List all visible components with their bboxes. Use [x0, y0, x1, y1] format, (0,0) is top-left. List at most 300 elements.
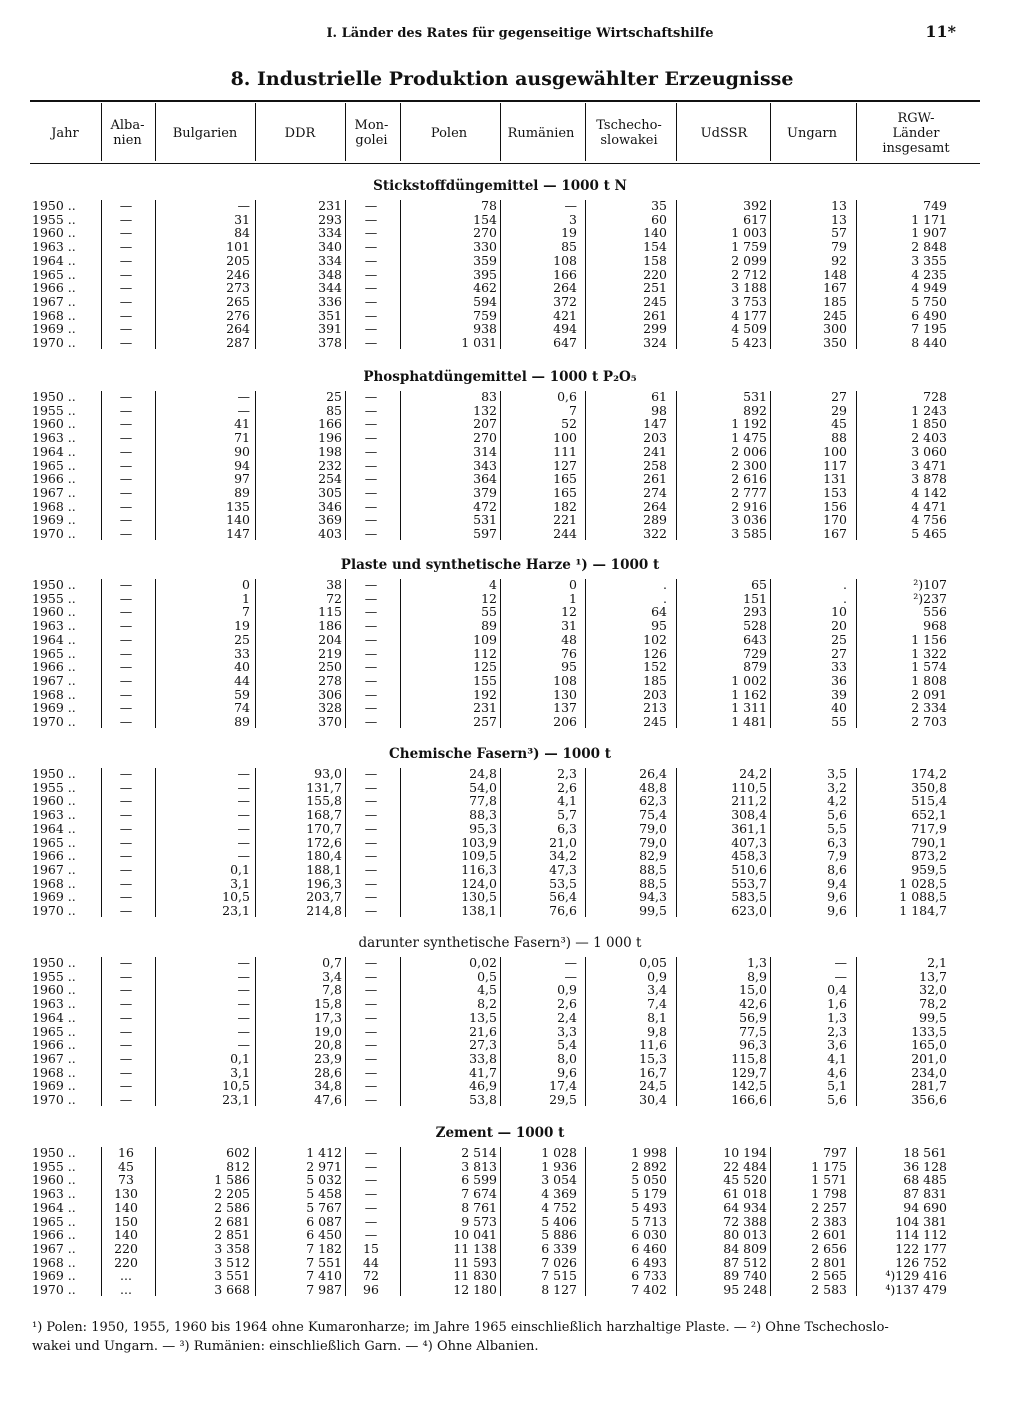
cell-ungarn: 2 257	[811, 1199, 847, 1215]
cell-bulgarien: —	[237, 996, 250, 1012]
cell-bulgarien: —	[237, 793, 250, 809]
cell-jahr: 1970 ..	[32, 1282, 76, 1297]
cell-rumaenien: 76	[561, 645, 577, 661]
cell-tschechoslowakei: 9,8	[647, 1023, 667, 1039]
cell-rumaenien: 7	[569, 402, 577, 418]
column-header-ungarn: Ungarn	[787, 125, 837, 141]
cell-rumaenien: 1	[569, 590, 577, 606]
column-header-bulgarien: Bulgarien	[172, 125, 238, 141]
cell-mongolei: —	[364, 252, 378, 268]
cell-ddr: 1 412	[306, 1145, 342, 1160]
cell-albanien: —	[119, 807, 133, 823]
header-column-divider	[101, 103, 102, 161]
table-row	[0, 1173, 1024, 1187]
cell-ddr: 7,8	[322, 982, 342, 998]
cell-mongolei: —	[364, 239, 378, 255]
cell-polen: 155	[473, 672, 497, 688]
cell-rumaenien: 53,5	[549, 875, 577, 891]
section-title: darunter synthetische Fasern³) — 1 000 t	[358, 935, 642, 951]
cell-bulgarien: 3 551	[214, 1268, 250, 1284]
cell-mongolei: —	[364, 968, 378, 984]
cell-albanien: —	[119, 252, 133, 268]
table-row	[0, 1079, 1024, 1093]
table-row	[0, 688, 1024, 702]
table-row	[0, 1025, 1024, 1039]
cell-mongolei: —	[364, 1064, 378, 1080]
cell-mongolei: —	[364, 1145, 378, 1160]
cell-ungarn: 88	[831, 430, 847, 446]
table-row	[0, 390, 1024, 404]
cell-rumaenien: 12	[561, 604, 577, 620]
cell-polen: 0,02	[469, 955, 497, 970]
cell-udssr: 5 423	[731, 335, 767, 350]
cell-tschechoslowakei: 261	[643, 471, 667, 487]
cell-polen: 27,3	[469, 1037, 497, 1053]
cell-albanien: —	[119, 766, 133, 781]
cell-udssr: 84 809	[723, 1240, 767, 1256]
column-divider	[585, 579, 586, 728]
cell-rgw: 959,5	[911, 861, 947, 877]
cell-ddr: 25	[326, 389, 342, 404]
cell-udssr: 293	[743, 604, 767, 620]
cell-mongolei: —	[364, 766, 378, 781]
cell-rgw: 94 690	[903, 1199, 947, 1215]
cell-ddr: 6 087	[306, 1213, 342, 1229]
cell-polen: 4,5	[477, 982, 497, 998]
table-row	[0, 578, 1024, 592]
cell-jahr: 1963 ..	[32, 807, 76, 823]
column-divider	[676, 957, 677, 1106]
cell-rgw: ²)237	[913, 590, 947, 606]
cell-udssr: 583,5	[731, 889, 767, 905]
cell-ungarn: 0,4	[827, 982, 847, 998]
cell-rgw: 1 156	[911, 631, 947, 647]
cell-rgw: 1 850	[911, 416, 947, 432]
cell-bulgarien: 602	[226, 1145, 250, 1160]
column-divider	[101, 768, 102, 917]
cell-ungarn: 7,9	[827, 848, 847, 864]
cell-mongolei: —	[364, 955, 378, 970]
cell-rumaenien: 85	[561, 239, 577, 255]
cell-mongolei: —	[364, 198, 378, 213]
cell-rgw: 749	[923, 198, 947, 213]
cell-udssr: 166,6	[731, 1092, 767, 1107]
cell-jahr: 1969 ..	[32, 512, 76, 528]
cell-jahr: 1955 ..	[32, 968, 76, 984]
cell-rumaenien: 165	[553, 484, 577, 500]
cell-bulgarien: 3 358	[214, 1240, 250, 1256]
cell-ddr: 7 410	[306, 1268, 342, 1284]
cell-udssr: 2 712	[731, 266, 767, 282]
cell-albanien: —	[119, 820, 133, 836]
table-row	[0, 431, 1024, 445]
cell-ungarn: 2 801	[811, 1254, 847, 1270]
cell-mongolei: —	[364, 1186, 378, 1202]
cell-tschechoslowakei: 264	[643, 498, 667, 514]
cell-ungarn: 29	[831, 402, 847, 418]
cell-polen: 109,5	[461, 848, 497, 864]
cell-ungarn: 2 601	[811, 1227, 847, 1243]
cell-udssr: 96,3	[739, 1037, 767, 1053]
column-divider	[676, 579, 677, 728]
cell-tschechoslowakei: 251	[643, 280, 667, 296]
cell-rgw: 1 243	[911, 402, 947, 418]
cell-rumaenien: 8,0	[557, 1050, 577, 1066]
cell-albanien: ...	[120, 1268, 132, 1284]
cell-rumaenien: 111	[553, 443, 577, 459]
cell-tschechoslowakei: 95	[651, 618, 667, 634]
cell-mongolei: —	[364, 793, 378, 809]
cell-mongolei: —	[364, 820, 378, 836]
cell-rgw: 3 878	[911, 471, 947, 487]
cell-udssr: 95 248	[723, 1282, 767, 1297]
cell-rgw: 652,1	[911, 807, 947, 823]
cell-rumaenien: 4,1	[557, 793, 577, 809]
cell-albanien: —	[119, 389, 133, 404]
cell-jahr: 1966 ..	[32, 280, 76, 296]
cell-rumaenien: 647	[553, 335, 577, 350]
cell-bulgarien: 2 851	[214, 1227, 250, 1243]
cell-udssr: 1 003	[731, 225, 767, 241]
column-divider	[400, 579, 401, 728]
cell-rumaenien: 5,7	[557, 807, 577, 823]
cell-jahr: 1960 ..	[32, 793, 76, 809]
column-divider	[500, 768, 501, 917]
cell-rgw: 350,8	[911, 779, 947, 795]
cell-ungarn: 55	[831, 714, 847, 729]
cell-jahr: 1966 ..	[32, 1227, 76, 1243]
cell-rgw: 515,4	[911, 793, 947, 809]
page-number: 11*	[925, 22, 956, 41]
cell-tschechoslowakei: 75,4	[639, 807, 667, 823]
column-divider	[345, 1147, 346, 1296]
cell-tschechoslowakei: 289	[643, 512, 667, 528]
cell-polen: 379	[473, 484, 497, 500]
cell-albanien: —	[119, 903, 133, 918]
header-column-divider	[585, 103, 586, 161]
cell-polen: 109	[473, 631, 497, 647]
cell-bulgarien: 19	[234, 618, 250, 634]
cell-mongolei: —	[364, 211, 378, 227]
cell-udssr: 1 475	[731, 430, 767, 446]
cell-polen: 270	[473, 225, 497, 241]
cell-mongolei: —	[364, 526, 378, 541]
cell-bulgarien: 71	[234, 430, 250, 446]
cell-polen: 130,5	[461, 889, 497, 905]
cell-ungarn: 10	[831, 604, 847, 620]
table-row	[0, 808, 1024, 822]
table-row	[0, 970, 1024, 984]
cell-tschechoslowakei: 2 892	[631, 1158, 667, 1174]
cell-rgw: 356,6	[911, 1092, 947, 1107]
cell-polen: 364	[473, 471, 497, 487]
cell-rumaenien: 8 127	[541, 1282, 577, 1297]
cell-mongolei: 96	[363, 1282, 379, 1297]
table-row	[0, 1066, 1024, 1080]
cell-rumaenien: 0,9	[557, 982, 577, 998]
cell-ddr: 336	[318, 293, 342, 309]
cell-ungarn: 167	[823, 280, 847, 296]
cell-rumaenien: 4 752	[541, 1199, 577, 1215]
cell-albanien: 73	[118, 1172, 134, 1188]
cell-mongolei: —	[364, 848, 378, 864]
column-divider	[585, 200, 586, 349]
cell-udssr: 65	[751, 577, 767, 592]
cell-udssr: 72 388	[723, 1213, 767, 1229]
cell-tschechoslowakei: 6 733	[631, 1268, 667, 1284]
cell-polen: 0,5	[477, 968, 497, 984]
cell-albanien: —	[119, 1009, 133, 1025]
cell-udssr: 392	[743, 198, 767, 213]
column-header-ddr: DDR	[284, 125, 316, 141]
table-row	[0, 268, 1024, 282]
cell-albanien: —	[119, 631, 133, 647]
cell-polen: 330	[473, 239, 497, 255]
column-divider	[500, 957, 501, 1106]
cell-mongolei: —	[364, 225, 378, 241]
cell-bulgarien: —	[237, 1037, 250, 1053]
cell-polen: 8,2	[477, 996, 497, 1012]
cell-udssr: 2 616	[731, 471, 767, 487]
cell-tschechoslowakei: 126	[643, 645, 667, 661]
cell-jahr: 1966 ..	[32, 471, 76, 487]
cell-mongolei: —	[364, 604, 378, 620]
column-divider	[585, 957, 586, 1106]
column-divider	[400, 200, 401, 349]
cell-tschechoslowakei: .	[663, 590, 667, 606]
cell-ddr: 305	[318, 484, 342, 500]
cell-ungarn: 2,3	[827, 1023, 847, 1039]
column-divider	[676, 200, 677, 349]
table-row	[0, 226, 1024, 240]
column-divider	[255, 579, 256, 728]
cell-ddr: 340	[318, 239, 342, 255]
cell-ungarn: 33	[831, 659, 847, 675]
cell-udssr: 64 934	[723, 1199, 767, 1215]
cell-albanien: —	[119, 779, 133, 795]
cell-rumaenien: 494	[553, 321, 577, 337]
cell-bulgarien: 246	[226, 266, 250, 282]
cell-udssr: 623,0	[731, 903, 767, 918]
cell-tschechoslowakei: 6 460	[631, 1240, 667, 1256]
cell-ungarn: —	[834, 968, 847, 984]
table-row	[0, 767, 1024, 781]
cell-ddr: 0,7	[322, 955, 342, 970]
cell-ungarn: —	[834, 955, 847, 970]
cell-rgw: 1 171	[911, 211, 947, 227]
cell-rumaenien: 3	[569, 211, 577, 227]
cell-polen: 21,6	[469, 1023, 497, 1039]
cell-udssr: 617	[743, 211, 767, 227]
cell-ungarn: 13	[831, 211, 847, 227]
cell-ddr: 369	[318, 512, 342, 528]
cell-udssr: 2 300	[731, 457, 767, 473]
cell-bulgarien: —	[237, 779, 250, 795]
cell-mongolei: —	[364, 807, 378, 823]
cell-rumaenien: 5,4	[557, 1037, 577, 1053]
cell-jahr: 1966 ..	[32, 659, 76, 675]
cell-polen: 46,9	[469, 1078, 497, 1094]
cell-tschechoslowakei: 5 713	[631, 1213, 667, 1229]
table-row	[0, 1256, 1024, 1270]
cell-tschechoslowakei: 62,3	[639, 793, 667, 809]
cell-bulgarien: 23,1	[222, 1092, 250, 1107]
cell-ungarn: .	[843, 577, 847, 592]
cell-tschechoslowakei: 5 179	[631, 1186, 667, 1202]
cell-tschechoslowakei: 8,1	[647, 1009, 667, 1025]
cell-ddr: 180,4	[306, 848, 342, 864]
cell-ungarn: 170	[823, 512, 847, 528]
cell-bulgarien: 31	[234, 211, 250, 227]
cell-bulgarien: 10,5	[222, 1078, 250, 1094]
cell-polen: 11 830	[453, 1268, 497, 1284]
cell-jahr: 1964 ..	[32, 1199, 76, 1215]
cell-ddr: 85	[326, 402, 342, 418]
cell-udssr: 553,7	[731, 875, 767, 891]
cell-ddr: 196	[318, 430, 342, 446]
cell-tschechoslowakei: 299	[643, 321, 667, 337]
cell-jahr: 1965 ..	[32, 1023, 76, 1039]
cell-albanien: —	[119, 293, 133, 309]
table-row	[0, 1201, 1024, 1215]
cell-ddr: 2 971	[306, 1158, 342, 1174]
cell-ungarn: 1 175	[811, 1158, 847, 1174]
cell-rgw: 201,0	[911, 1050, 947, 1066]
cell-mongolei: —	[364, 779, 378, 795]
cell-udssr: 151	[743, 590, 767, 606]
cell-rumaenien: 182	[553, 498, 577, 514]
cell-jahr: 1955 ..	[32, 211, 76, 227]
cell-ungarn: 6,3	[827, 834, 847, 850]
cell-udssr: 510,6	[731, 861, 767, 877]
footnotes	[32, 1318, 962, 1356]
cell-polen: 103,9	[461, 834, 497, 850]
cell-polen: 395	[473, 266, 497, 282]
cell-jahr: 1970 ..	[32, 903, 76, 918]
cell-tschechoslowakei: 324	[643, 335, 667, 350]
column-header-polen: Polen	[430, 125, 468, 141]
cell-polen: 759	[473, 307, 497, 323]
cell-rumaenien: 21,0	[549, 834, 577, 850]
cell-ungarn: 39	[831, 686, 847, 702]
cell-ddr: 214,8	[306, 903, 342, 918]
cell-jahr: 1969 ..	[32, 889, 76, 905]
cell-tschechoslowakei: 7 402	[631, 1282, 667, 1297]
cell-jahr: 1955 ..	[32, 1158, 76, 1174]
cell-rgw: 281,7	[911, 1078, 947, 1094]
column-divider	[585, 1147, 586, 1296]
cell-ungarn: 5,6	[827, 1092, 847, 1107]
cell-bulgarien: —	[237, 402, 250, 418]
cell-rgw: 790,1	[911, 834, 947, 850]
cell-bulgarien: 40	[234, 659, 250, 675]
cell-mongolei: —	[364, 457, 378, 473]
cell-ddr: 28,6	[314, 1064, 342, 1080]
cell-ddr: 20,8	[314, 1037, 342, 1053]
cell-mongolei: —	[364, 577, 378, 592]
cell-rumaenien: 47,3	[549, 861, 577, 877]
cell-albanien: —	[119, 577, 133, 592]
cell-bulgarien: 287	[226, 335, 250, 350]
cell-albanien: —	[119, 955, 133, 970]
cell-rumaenien: 5 886	[541, 1227, 577, 1243]
cell-jahr: 1963 ..	[32, 618, 76, 634]
cell-bulgarien: 2 681	[214, 1213, 250, 1229]
table-row	[0, 877, 1024, 891]
column-header-mongolei: Mon- golei	[354, 118, 389, 148]
column-divider	[770, 200, 771, 349]
cell-rumaenien: 3 054	[541, 1172, 577, 1188]
cell-polen: 8 761	[461, 1199, 497, 1215]
cell-mongolei: —	[364, 293, 378, 309]
cell-jahr: 1967 ..	[32, 861, 76, 877]
cell-udssr: 56,9	[739, 1009, 767, 1025]
cell-rgw: 13,7	[919, 968, 947, 984]
table-row	[0, 794, 1024, 808]
cell-udssr: 1 192	[731, 416, 767, 432]
cell-rumaenien: 3,3	[557, 1023, 577, 1039]
cell-ungarn: 300	[823, 321, 847, 337]
cell-ungarn: 4,6	[827, 1064, 847, 1080]
cell-rumaenien: 2,6	[557, 996, 577, 1012]
cell-ungarn: 117	[823, 457, 847, 473]
cell-rgw: 18 561	[903, 1145, 947, 1160]
cell-mongolei: —	[364, 659, 378, 675]
cell-jahr: 1964 ..	[32, 820, 76, 836]
cell-ddr: 346	[318, 498, 342, 514]
cell-mongolei: —	[364, 1213, 378, 1229]
cell-tschechoslowakei: 152	[643, 659, 667, 675]
cell-rgw: 1 907	[911, 225, 947, 241]
table-row	[0, 1093, 1024, 1107]
table-row	[0, 836, 1024, 850]
cell-tschechoslowakei: 213	[643, 700, 667, 716]
cell-ddr: 351	[318, 307, 342, 323]
cell-rgw: 1 322	[911, 645, 947, 661]
table-row	[0, 1187, 1024, 1201]
cell-albanien: —	[119, 1078, 133, 1094]
table-row	[0, 997, 1024, 1011]
cell-bulgarien: 59	[234, 686, 250, 702]
cell-mongolei: —	[364, 645, 378, 661]
cell-albanien: —	[119, 307, 133, 323]
column-divider	[345, 957, 346, 1106]
cell-udssr: 2 006	[731, 443, 767, 459]
table-row	[0, 459, 1024, 473]
cell-rumaenien: 1 936	[541, 1158, 577, 1174]
cell-ddr: 188,1	[306, 861, 342, 877]
cell-udssr: 1 002	[731, 672, 767, 688]
header-column-divider	[255, 103, 256, 161]
table-row	[0, 715, 1024, 729]
cell-udssr: 1 759	[731, 239, 767, 255]
cell-ddr: 172,6	[306, 834, 342, 850]
header-column-divider	[770, 103, 771, 161]
cell-udssr: 211,2	[731, 793, 767, 809]
table-row	[0, 281, 1024, 295]
table-row	[0, 213, 1024, 227]
cell-polen: 343	[473, 457, 497, 473]
cell-jahr: 1965 ..	[32, 645, 76, 661]
table-row	[0, 1242, 1024, 1256]
cell-rgw: ⁴)129 416	[885, 1268, 947, 1284]
cell-tschechoslowakei: 30,4	[639, 1092, 667, 1107]
column-divider	[676, 1147, 677, 1296]
cell-rgw: 2 091	[911, 686, 947, 702]
cell-albanien: 150	[114, 1213, 138, 1229]
cell-ungarn: 9,6	[827, 889, 847, 905]
cell-tschechoslowakei: 98	[651, 402, 667, 418]
